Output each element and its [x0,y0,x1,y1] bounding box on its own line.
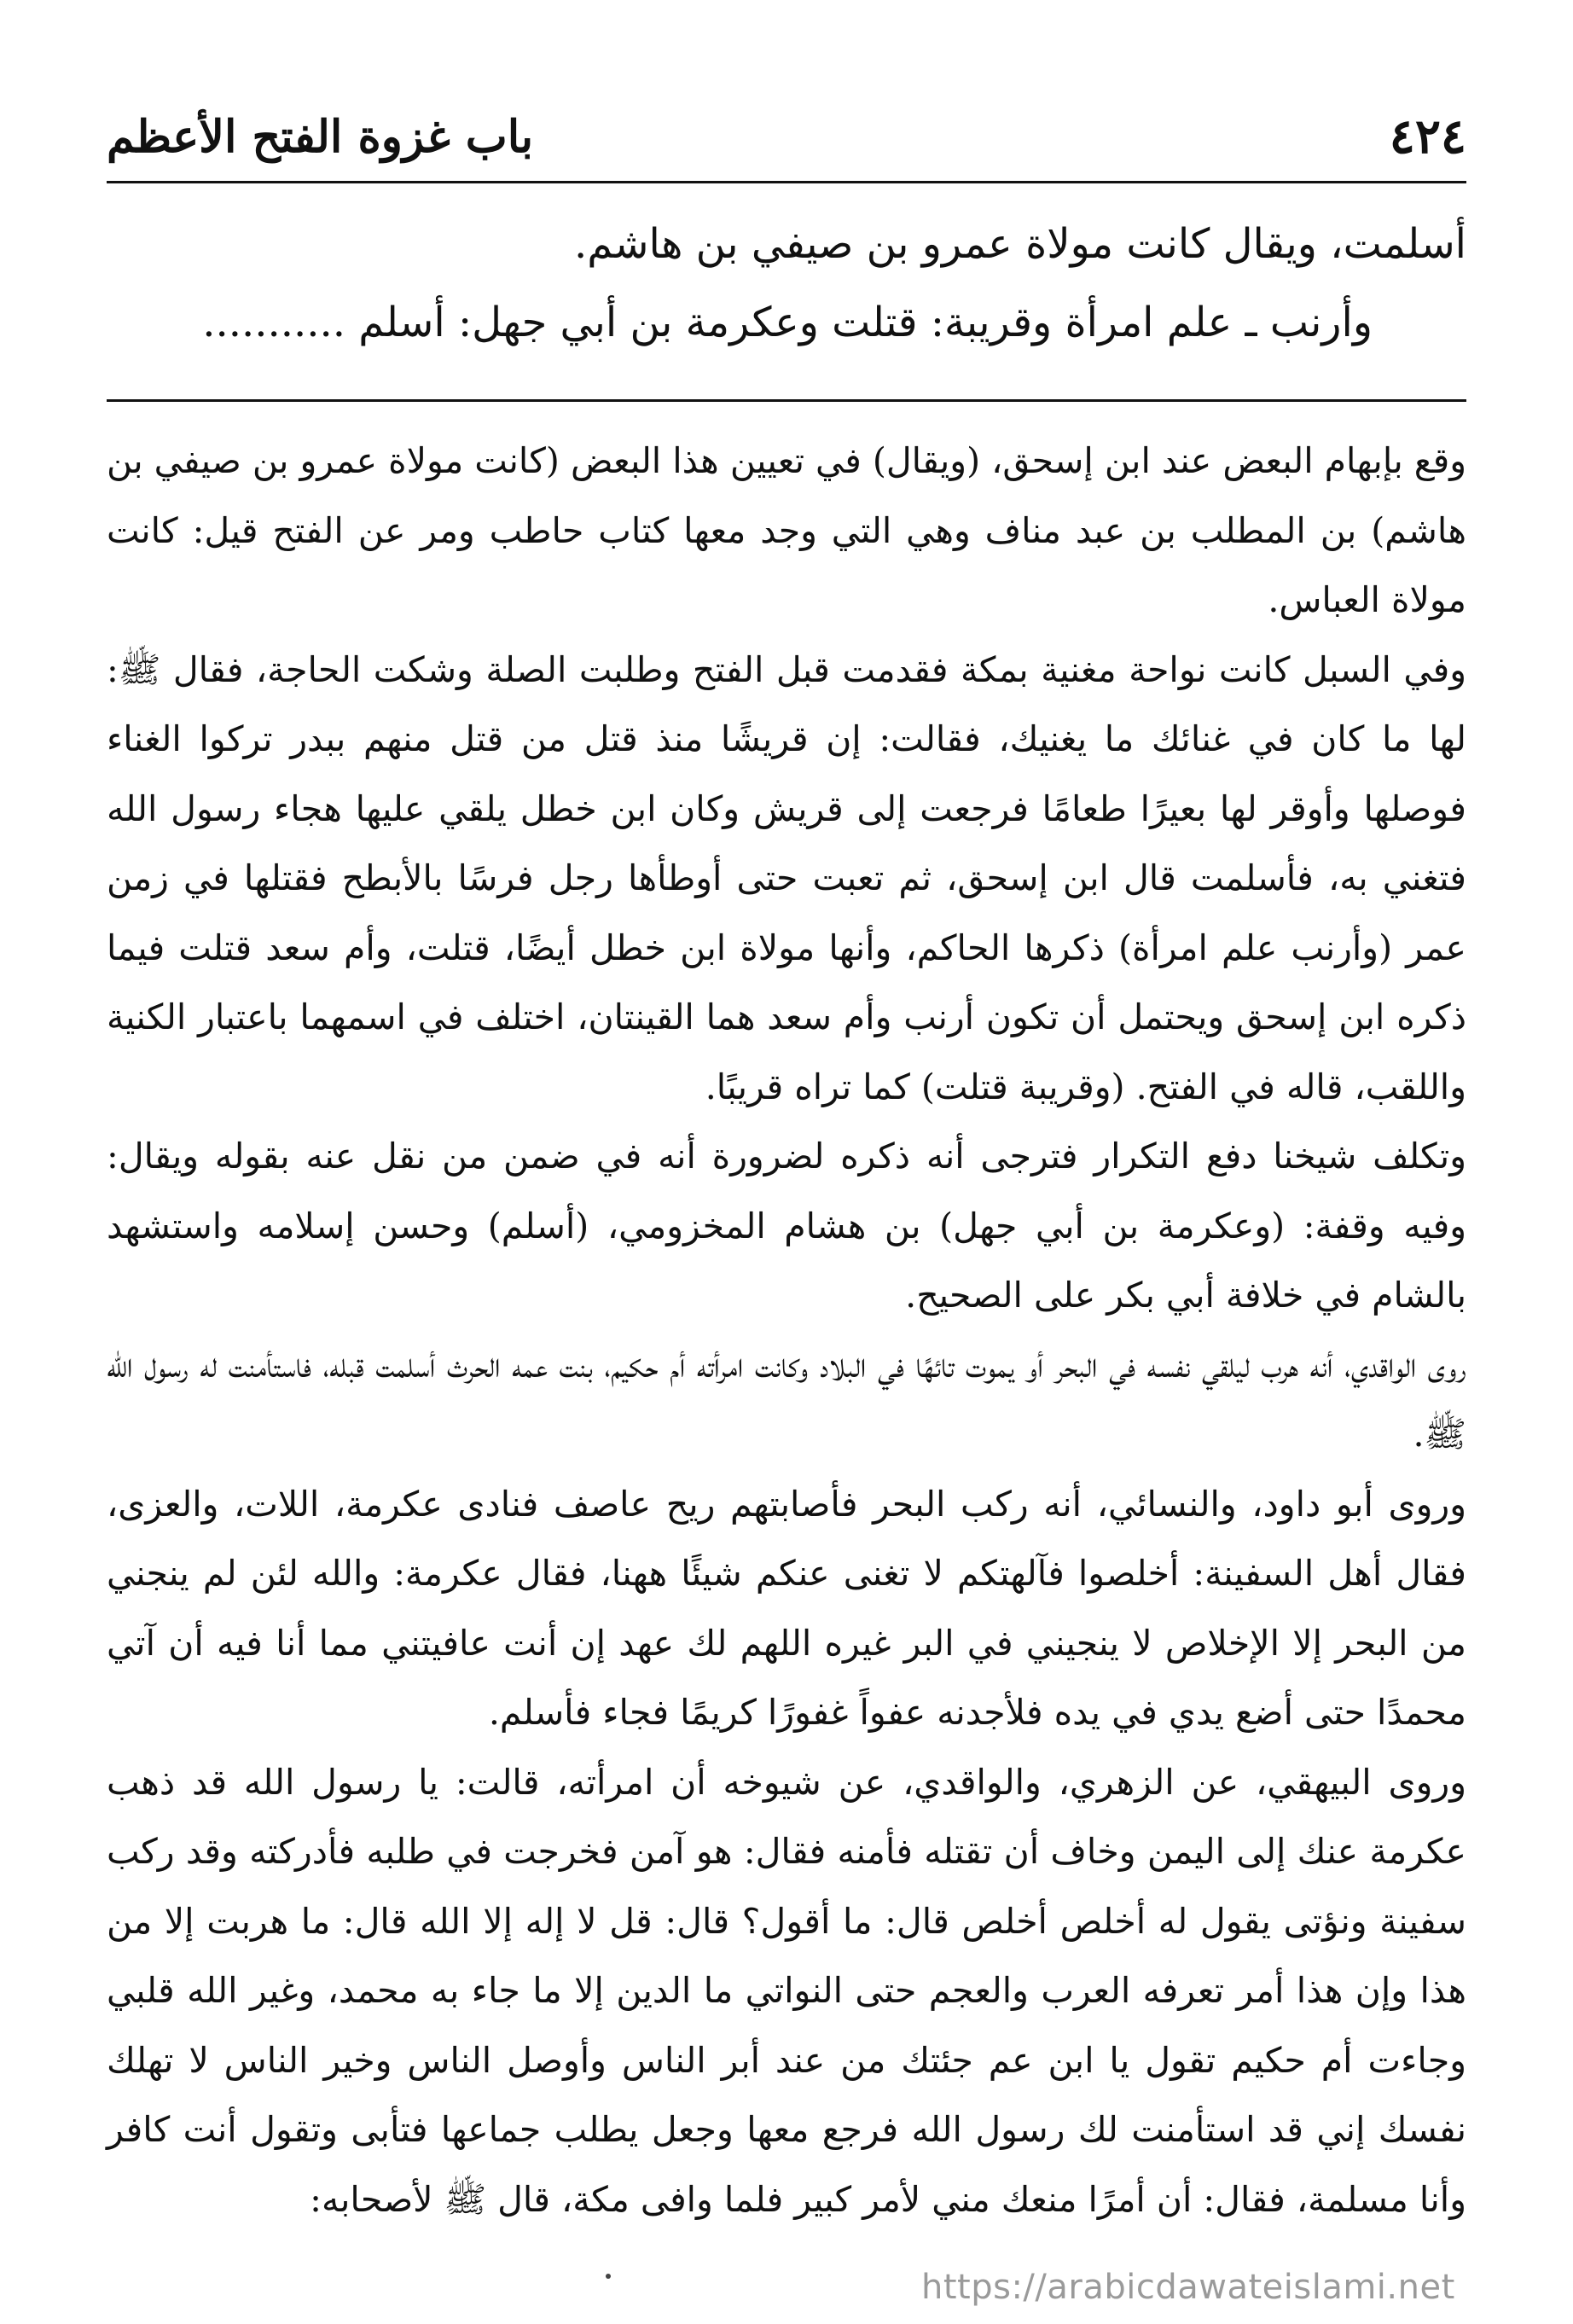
scan-speck [606,2274,611,2279]
commentary-paragraph: وفي السبل كانت نواحة مغنية بمكة فقدمت قبل الفتح وطلبت الصلة وشكت الحاجة، فقال ﷺ: لها ما كان في غنائك ما يغنيك، فقالت: إن قريشًا منذ قتل من قتل منهم ببدر تركوا الغناء فوصلها وأوقر لها بعيرًا طعامًا فرجعت إلى قريش وكان ابن خطل يلقي عليها هجاء رسول الله فتغني به، فأسلمت قال ابن إسحق، ثم تعبت حتى أوطأها رجل فرسًا بالأبطح فقتلها في زمن عمر (وأرنب علم امرأة) ذكرها الحاكم، وأنها مولاة ابن خطل أيضًا، قتلت، وأم سعد قتلت فيما ذكره ابن إسحق ويحتمل أن تكون أرنب وأم سعد هما القينتان، اختلف في اسمهما باعتبار الكنية واللقب، قاله في الفتح. (وقريبة قتلت) كما تراه قريبًا. [107,648,1466,1107]
page-number: ٤٢٤ [1389,108,1466,165]
commentary-paragraph: وروى البيهقي، عن الزهري، والواقدي، عن شيوخه أن امرأته، قالت: يا رسول الله قد ذهب عكرمة عنك إلى اليمن وخاف أن تقتله فأمنه فقال: هو آمن فخرجت في طلبه فأدركته وقد ركب سفينة ونؤتى يقول له أخلص أخلص قال: ما أقول؟ قال: قل لا إله إلا الله قال: ما هربت إلا من هذا وإن هذا أمر تعرفه العرب والعجم حتى النواتي ما الدين إلا ما جاء به محمد، وغير الله قلبي وجاءت أم حكيم تقول يا ابن عم جئتك من عند أبر الناس وأوصل الناس وخير الناس لا تهلك نفسك إني قد استأمنت لك رسول الله فرجع معها وجعل يطلب جماعها فتأبى وتقول أنت كافر وأنا مسلمة، فقال: أن أمرًا منعك مني لأمر كبير فلما وافى مكة، قال ﷺ لأصحابه: [107,1761,1467,2220]
commentary-paragraph: وتكلف شيخنا دفع التكرار فترجى أنه ذكره لضرورة أنه في ضمن من نقل عنه بقوله ويقال: وفيه وقفة: (وعكرمة بن أبي جهل) بن هشام المخزومي، (أسلم) وحسن إسلامه واستشهد بالشام في خلافة أبي بكر على الصحيح. [107,1136,1466,1316]
commentary-paragraph: وروى أبو داود، والنسائي، أنه ركب البحر فأصابتهم ريح عاصف فنادى عكرمة، اللات، والعزى، فقال أهل السفينة: أخلصوا فآلهتكم لا تغنى عنكم شيئًا ههنا، فقال عكرمة: والله لئن لم ينجني من البحر إلا الإخلاص لا ينجيني في البر غيره اللهم لك عهد إن أنت عافيتني مما أنا فيه أن آتي محمدًا حتى أضع يدي في يده فلأجدنه عفواً غفورًا كريمًا فجاء فأسلم. [107,1483,1466,1733]
main-text-line: أسلمت، ويقال كانت مولاة عمرو بن صيفي بن هاشم. [574,220,1466,268]
running-header [107,94,1466,179]
header-divider [107,181,1466,183]
watermark-url: https://arabicdawateislami.net [921,2268,1455,2307]
main-text-divider [107,399,1466,402]
chapter-title: باب غزوة الفتح الأعظم [107,110,534,163]
commentary-block [107,427,1466,2234]
main-text-line: وأرنب ـ علم امرأة وقريبة: قتلت وعكرمة بن أبي جهل: أسلم ........... [202,299,1373,346]
commentary-paragraph: روى الواقدي، أنه هرب ليلقي نفسه في البحر أو يموت تائهًا في البلاد وكانت امرأته أم حكيم، بنت عمه الحرث أسلمت قبله، فاستأمنت له رسول الله ﷺ. [107,1344,1466,1455]
commentary-paragraph: وقع بإبهام البعض عند ابن إسحق، (ويقال) في تعيين هذا البعض (كانت مولاة عمرو بن صيفي بن هاشم) بن المطلب بن عبد مناف وهي التي وجد معها كتاب حاطب ومر عن الفتح قيل: كانت مولاة العباس. [107,440,1466,620]
main-text-block [111,205,1466,362]
